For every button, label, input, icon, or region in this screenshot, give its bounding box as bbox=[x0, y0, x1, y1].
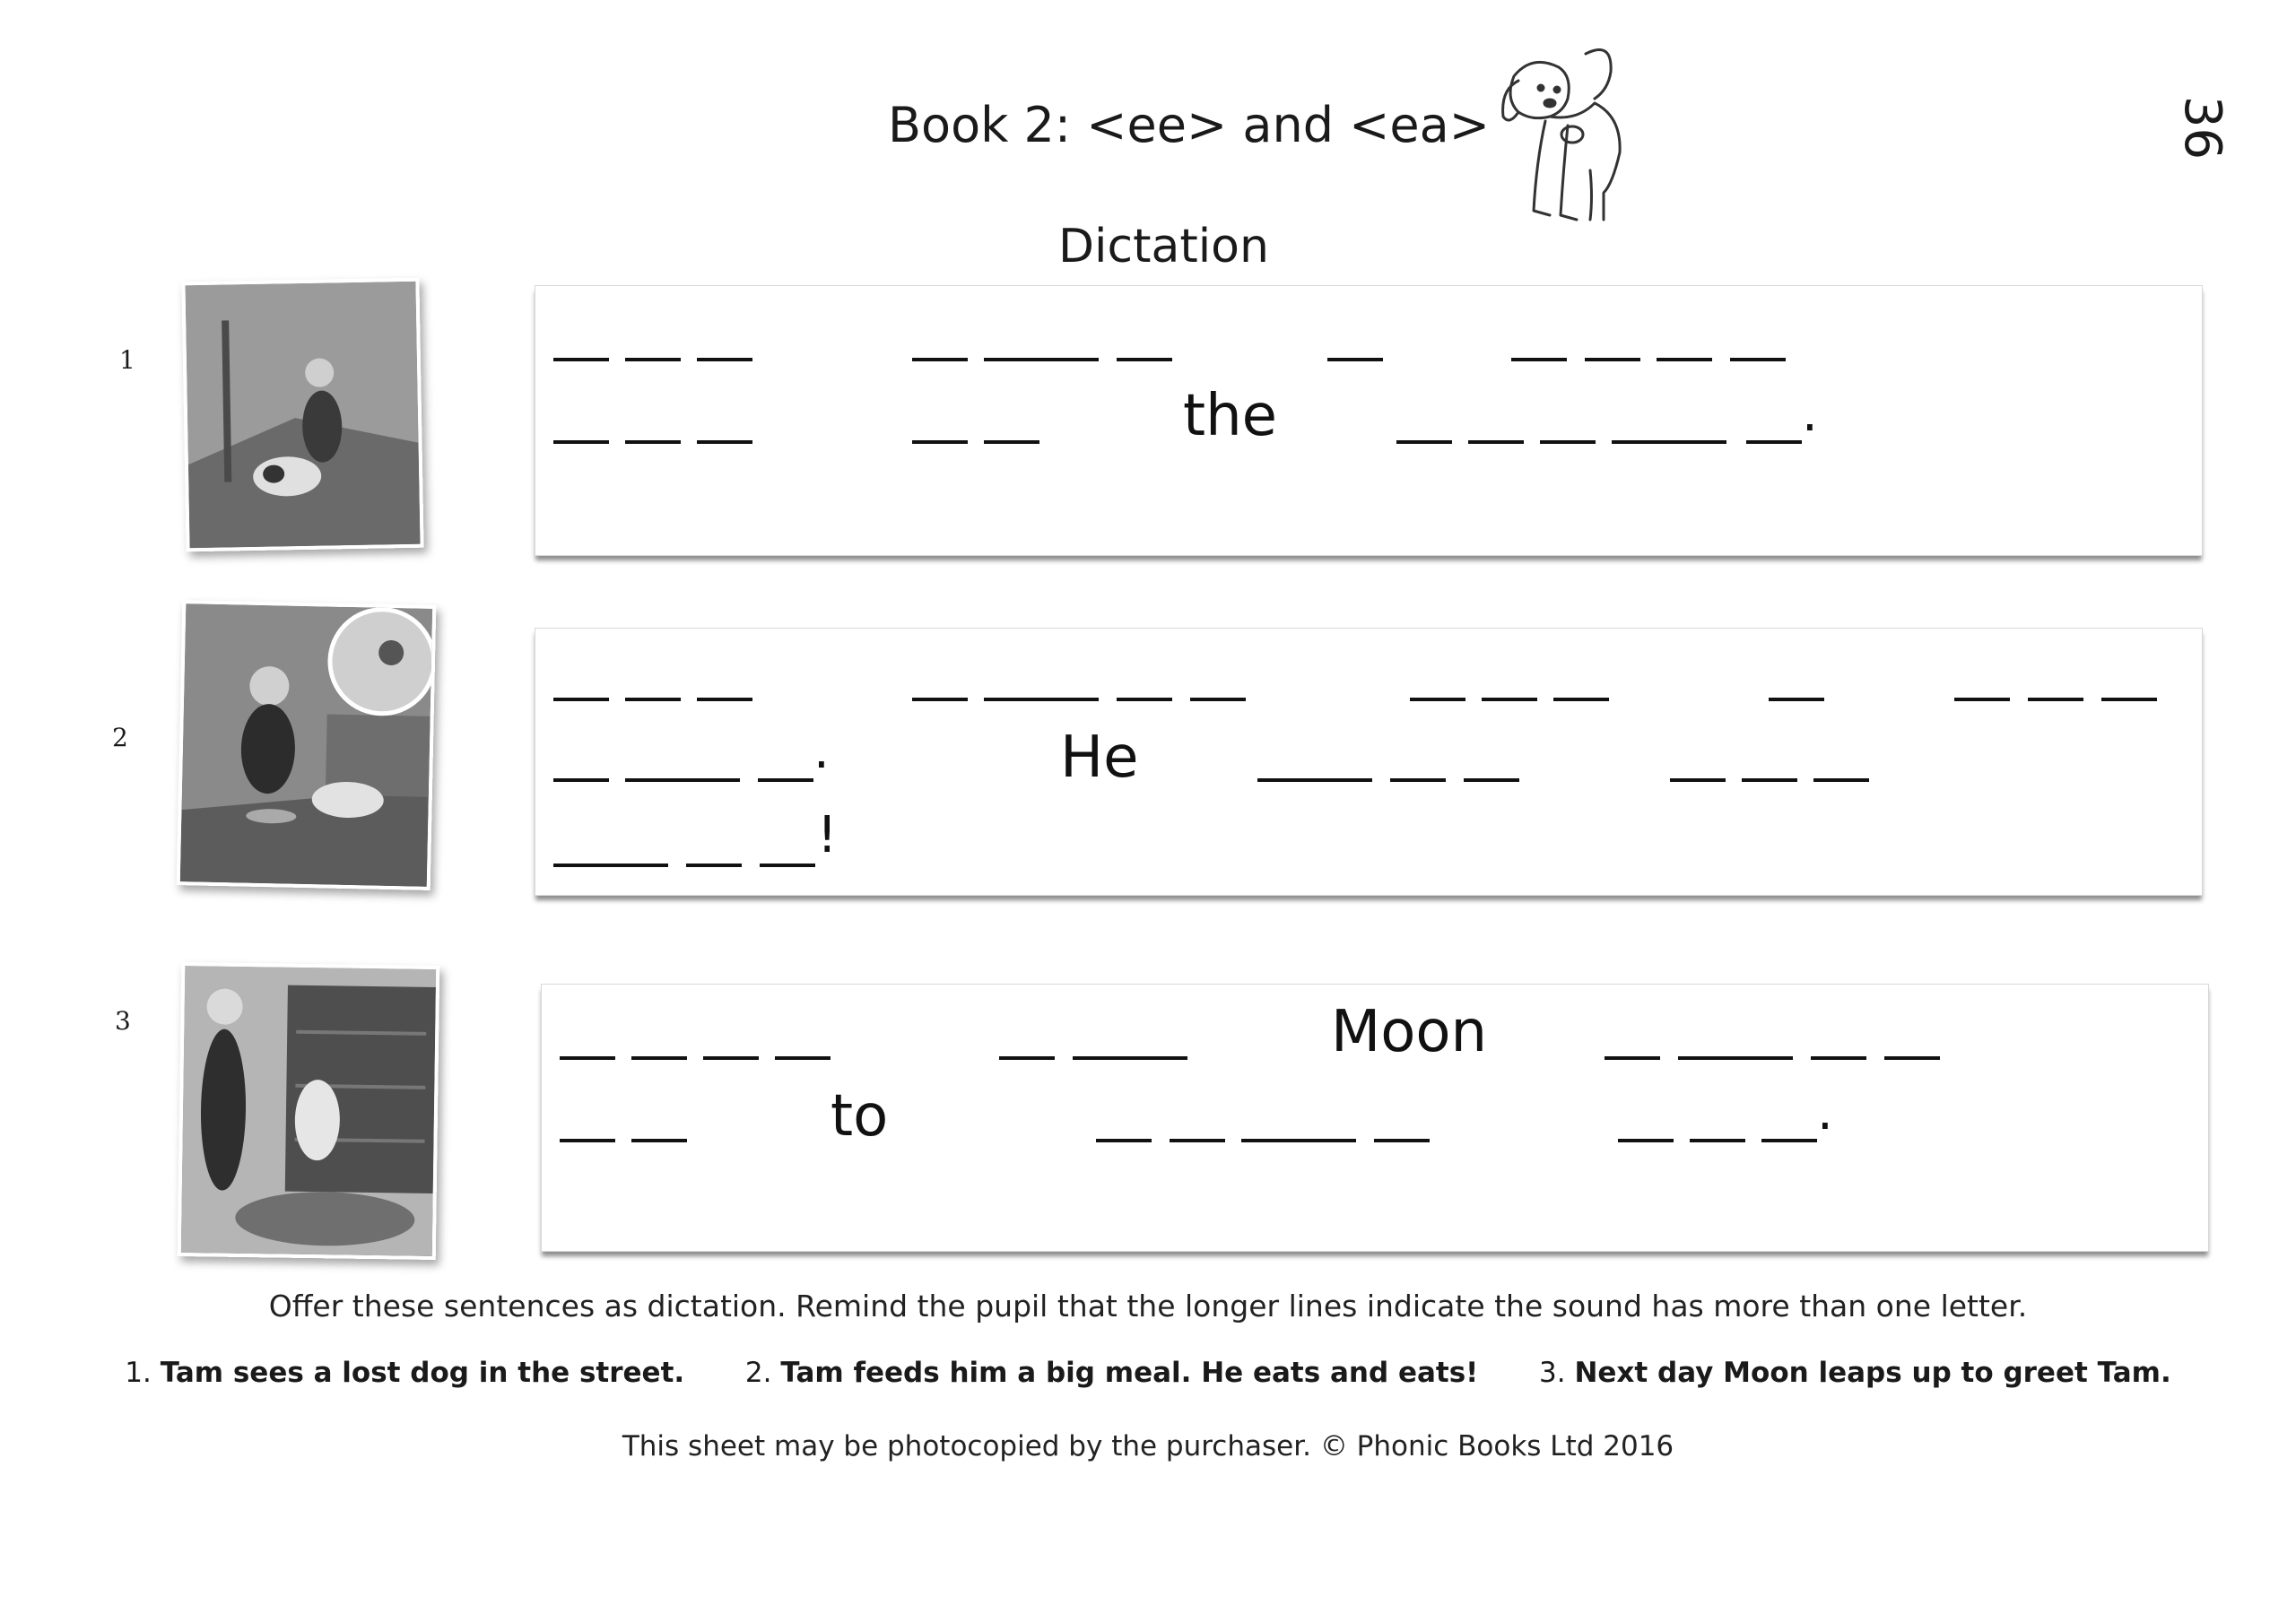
punctuation-mark: . bbox=[1817, 1083, 1833, 1141]
dictation-panel bbox=[535, 628, 2203, 896]
row-number: 3 bbox=[115, 1006, 131, 1036]
answer-number: 1. bbox=[125, 1357, 152, 1389]
answer-number: 3. bbox=[1539, 1357, 1566, 1389]
punctuation-mark: ! bbox=[817, 806, 838, 864]
dog-mascot-icon bbox=[1478, 36, 1644, 229]
illustration-photo bbox=[178, 962, 440, 1260]
given-word: the bbox=[1183, 383, 1278, 449]
page-number: 36 bbox=[2173, 95, 2232, 161]
answer-key bbox=[0, 1357, 2296, 1389]
illustration-photo bbox=[177, 600, 437, 890]
instruction-text: Offer these sentences as dictation. Remind the pupil that the longer lines indicate the sound has more than one letter. bbox=[268, 1289, 2028, 1324]
answer-number: 2. bbox=[744, 1357, 772, 1389]
section-heading: Dictation bbox=[1058, 220, 1269, 273]
row-number: 2 bbox=[112, 723, 128, 752]
dictation-panel bbox=[541, 984, 2209, 1252]
punctuation-mark: . bbox=[813, 722, 830, 780]
answer-sentence: Tam feeds him a big meal. He eats and eats! bbox=[780, 1357, 1479, 1389]
answer-sentence: Tam sees a lost dog in the street. bbox=[160, 1357, 685, 1389]
page-title: Book 2: <ee> and <ea> bbox=[888, 97, 1490, 153]
given-word: He bbox=[1060, 725, 1139, 791]
row-number: 1 bbox=[119, 345, 135, 375]
answer-sentence: Next day Moon leaps up to greet Tam. bbox=[1574, 1357, 2171, 1389]
punctuation-mark: . bbox=[1802, 385, 1818, 443]
illustration-photo bbox=[181, 278, 423, 552]
given-word: Moon bbox=[1331, 999, 1488, 1065]
given-word: to bbox=[831, 1083, 889, 1150]
dictation-panel bbox=[535, 285, 2203, 556]
copyright-notice: This sheet may be photocopied by the purchaser. © Phonic Books Ltd 2016 bbox=[622, 1430, 1674, 1462]
